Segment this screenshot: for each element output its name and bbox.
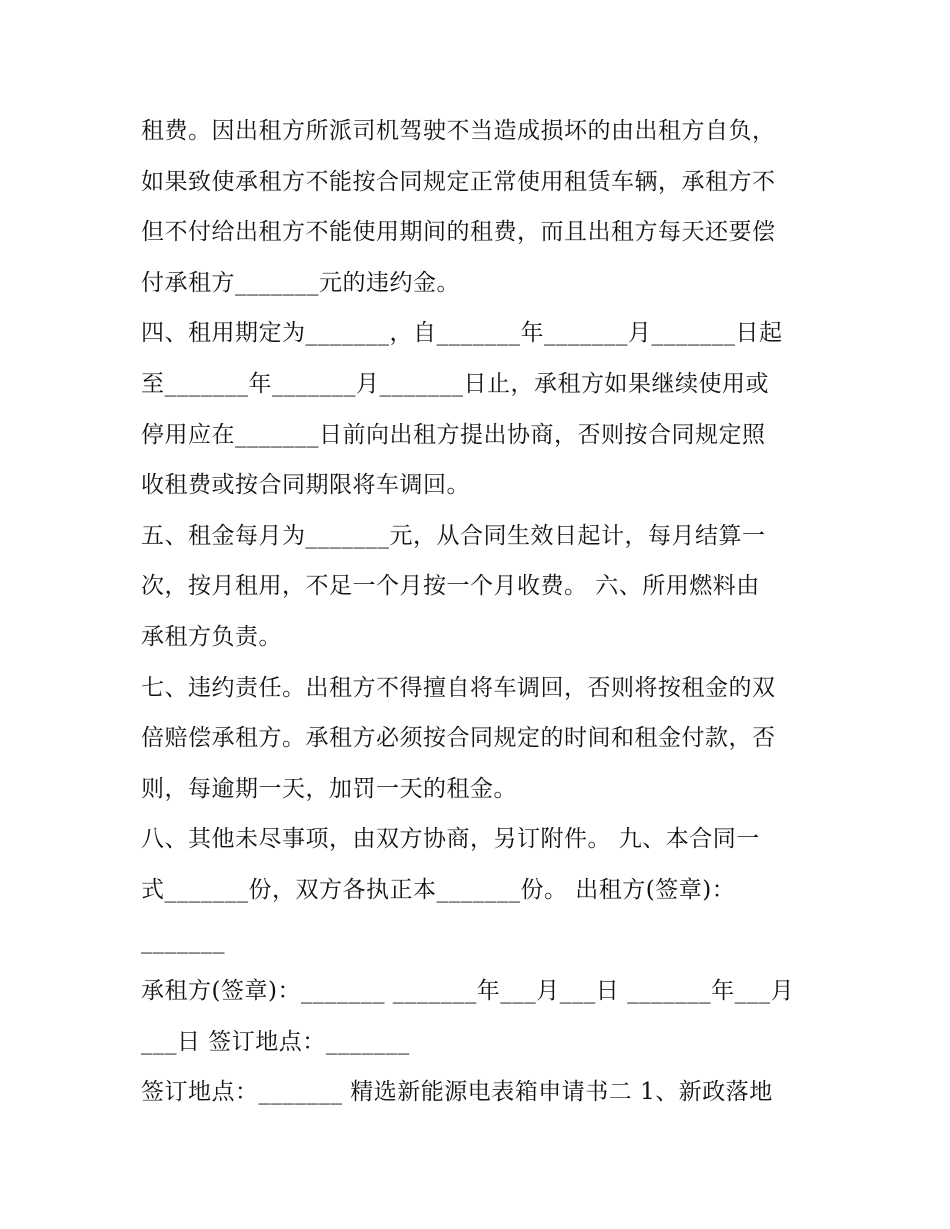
text-line: 则，每逾期一天，加罚一天的租金。 [141, 775, 517, 802]
text-line: 签订地点：_______ 精选新能源电表箱申请书二 1、新政落地 [141, 1079, 773, 1106]
text-line: 付承租方_______元的违约金。 [141, 269, 460, 296]
text-line: 式_______份，双方各执正本_______份。 出租方(签章)： [141, 876, 736, 903]
text-line: 次，按月租用，不足一个月按一个月收费。 六、所用燃料由 [141, 573, 760, 600]
text-line: 四、租用期定为_______，自_______年_______月_______日起 [141, 320, 783, 347]
text-line: 停用应在_______日前向出租方提出协商，否则按合同规定照 [141, 421, 766, 448]
text-line: _______ [141, 927, 225, 954]
text-line: 倍赔偿承租方。承租方必须按合同规定的时间和租金付款，否 [141, 725, 776, 752]
text-line: 承租方(签章)：_______ _______年___月___日 _______年___月 [141, 978, 795, 1005]
text-line: 五、租金每月为_______元，从合同生效日起计，每月结算一 [141, 522, 766, 549]
text-line: 收租费或按合同期限将车调回。 [141, 472, 470, 499]
text-line: ___日 签订地点：_______ [141, 1028, 410, 1055]
text-line: 至_______年_______月_______日止，承租方如果继续使用或 [141, 370, 769, 397]
text-line: 租费。因出租方所派司机驾驶不当造成损坏的由出租方自负， [141, 118, 776, 144]
contract-text [141, 106, 821, 1118]
text-line: 七、违约责任。出租方不得擅自将车调回，否则将按租金的双 [141, 674, 776, 701]
text-line: 八、其他未尽事项，由双方协商，另订附件。 九、本合同一 [141, 826, 760, 853]
text-line: 但不付给出租方不能使用期间的租费，而且出租方每天还要偿 [141, 219, 776, 246]
text-line: 如果致使承租方不能按合同规定正常使用租赁车辆，承租方不 [141, 168, 776, 195]
text-line: 承租方负责。 [141, 623, 282, 650]
